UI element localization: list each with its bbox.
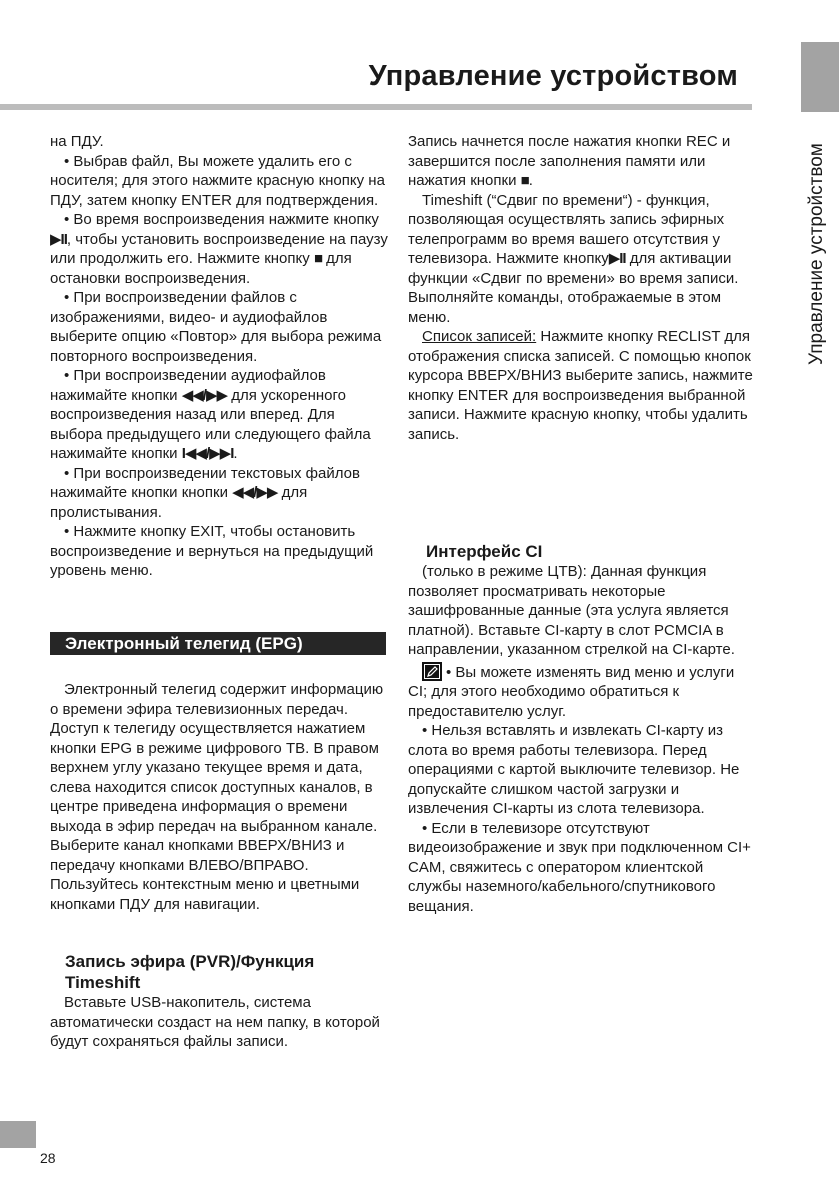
rewind-forward-icon: ◀◀/▶▶ [232,484,278,501]
ci-section [408,541,753,916]
epg-section [50,680,388,914]
ci-paragraph: (только в режиме ЦТВ): Данная функция позволяет просматривать некоторые зашифрованные данные (эта услуга является платной). Вставьте CI-карту в слот PCMCIA в направлении, указанном стрелкой на CI-карте. [408,563,735,658]
page-number: 28 [40,1150,56,1166]
text: • Вы можете изменять вид меню и услуги CI; для этого необходимо обратиться к предоставителю услуг. [408,663,735,720]
bullet-exit: • Нажмите кнопку EXIT, чтобы остановить воспроизведение и вернуться на предыдущий уровень меню. [50,523,374,579]
text: Нажмите кнопку RECLIST для отображения списка записей. С помощью кнопок курсора ВВЕРХ/ВНИЗ выберите запись, нажмите кнопку ENTER для воспроизведения выбранной записи. Нажмите красную кнопку, чтобы удалить запись. [408,328,753,443]
text: для остановки воспроизведения. [50,250,352,287]
text: для активации функции «Сдвиг по времени» во время записи. Выполняйте команды, отображаемые в этом меню. [408,250,739,326]
text: . [233,445,238,462]
page-title: Управление устройством [368,60,738,92]
footer-tab-marker [0,1121,36,1148]
pvr-section-heading: Запись эфира (PVR)/Функция Timeshift [65,952,315,992]
bullet-text-files [50,464,388,523]
stop-icon: ■ [520,172,529,189]
text: • Во время воспроизведения нажмите кнопку [64,211,379,228]
note-pencil-icon [422,662,442,681]
bullet-delete-file: • Выбрав файл, Вы можете удалить его с носителя; для этого нажмите красную кнопку на ПДУ, затем кнопку ENTER для подтверждения. [50,152,385,209]
reclist-paragraph [408,327,753,444]
timeshift-paragraph [408,191,753,328]
text: , чтобы установить воспроизведение на паузу или продолжить его. Нажмите кнопку [50,230,388,267]
ci-bullet: • Если в телевизоре отсутствуют видеоизображение и звук при подключенном CI+ CAM, свяжитесь с оператором клиентской службы наземного/кабельного/спутникового вещания. [408,819,751,915]
text: Timeshift (“Сдвиг по времени“) - функция, позволяющая осуществлять запись эфирных телепрограмм во время вашего отсутствия у телевизора. Нажмите кнопку [408,191,725,267]
ci-note [408,662,753,722]
text: для ускоренного воспроизведения назад или вперед. Для выбора предыдущего или следующего файла нажимайте кнопки [50,386,371,462]
text: • При воспроизведении аудиофайлов нажимайте кнопки [50,367,326,404]
play-pause-icon: ▶II [608,250,626,267]
pvr-paragraph: Вставьте USB-накопитель, система автоматически создаст на нем папку, в которой будут сохраняться файлы записи. [50,994,380,1050]
right-column [408,132,753,444]
epg-section-heading: Электронный телегид (EPG) [50,632,386,655]
paragraph: на ПДУ. [50,133,104,150]
bullet-audio [50,366,388,464]
prev-next-icon: I◀◀/▶▶I [181,445,234,462]
text: • При воспроизведении текстовых файлов нажимайте кнопки кнопки [50,464,360,501]
epg-paragraph: Электронный телегид содержит информацию о времени эфира телевизионных передач. Доступ к телегиду осуществляется нажатием кнопки EPG в режиме цифрового ТВ. В правом верхнем углу указано текущее время и дата, слева находится список доступных каналов, в центре приведена информация о времени выхода в эфир передач на выбранном канале. Выберите канал кнопками ВВЕРХ/ВНИЗ и передачу кнопками ВЛЕВО/ВПРАВО. Пользуйтесь контекстным меню и цветными кнопками ПДУ для навигации. [50,681,384,913]
reclist-label: Список записей: [422,328,537,345]
ci-section-heading: Интерфейс CI [426,542,543,561]
side-section-label: Управление устройством [806,143,827,365]
paragraph [408,132,753,191]
title-rule [0,104,752,110]
side-tab-marker [801,42,839,112]
text: для пролистывания. [50,484,308,521]
pvr-section [50,951,388,1052]
ci-bullet: • Нельзя вставлять и извлекать CI-карту из слота во время работы телевизора. Перед операциями с картой выключите телевизор. Не допускайте слишком частой загрузки и извлечения CI-карты из слота телевизора. [408,722,740,817]
text: Запись начнется после нажатия кнопки REC и завершится после заполнения памяти или нажатия кнопки [408,133,731,189]
bullet-pause [50,210,388,288]
stop-icon: ■ [313,250,322,267]
left-column [50,132,388,581]
rewind-forward-icon: ◀◀/▶▶ [181,386,228,404]
bullet-repeat: • При воспроизведении файлов с изображениями, видео- и аудиофайлов выберите опцию «Повтор» для выбора режима повторного воспроизведения. [50,289,382,365]
play-pause-icon: ▶II [50,230,67,248]
text: . [528,172,533,189]
